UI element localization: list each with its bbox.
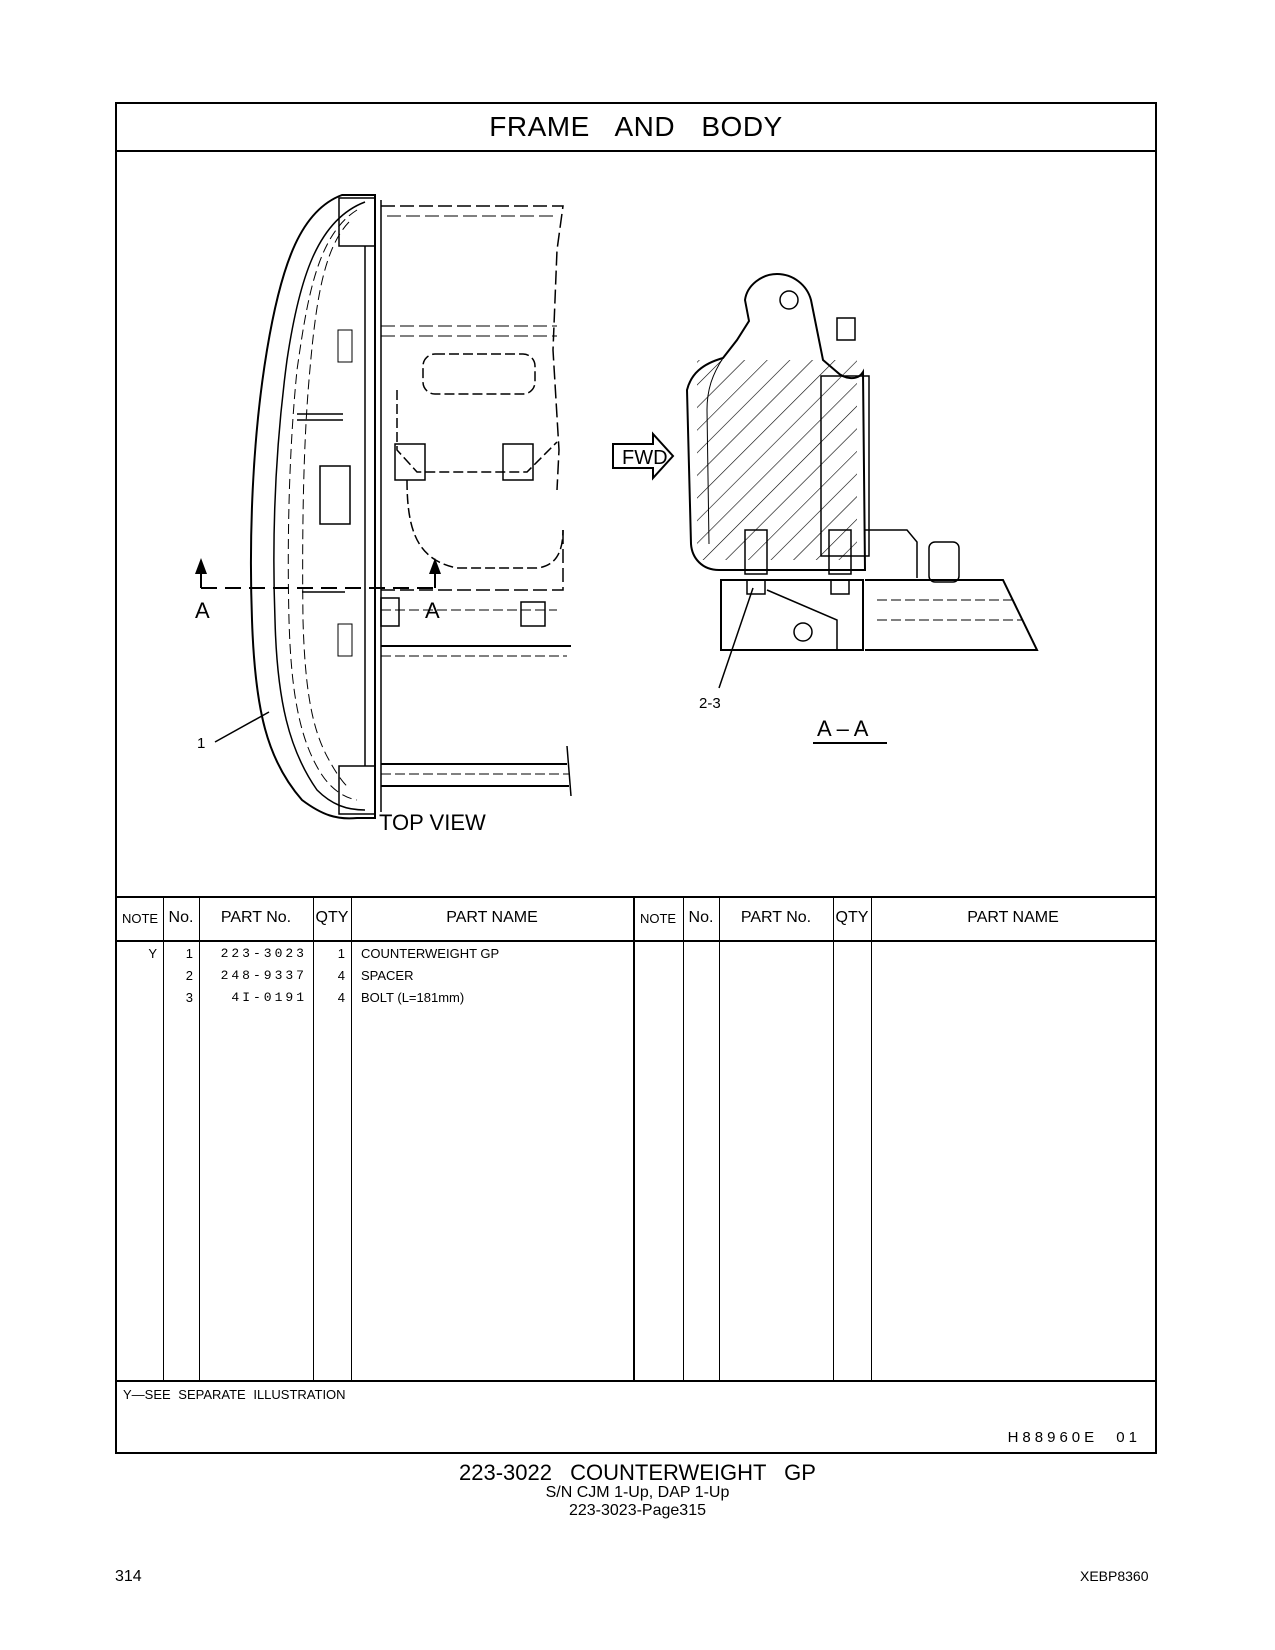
header-note-left: NOTE — [121, 910, 159, 926]
row-1-no: 1 — [185, 945, 193, 961]
row-1-part-name: COUNTERWEIGHT GP — [361, 945, 500, 961]
illustration-svg — [117, 150, 1155, 896]
reference-caption: 223-3023-Page315 — [568, 1502, 706, 1519]
row-2-note — [117, 964, 157, 986]
section-arrow-right — [429, 558, 441, 574]
callout-2-3: 2-3 — [699, 695, 721, 712]
page-number: 314 — [115, 1568, 142, 1585]
callout-1: 1 — [197, 735, 206, 752]
footnote: Y—SEE SEPARATE ILLUSTRATION — [123, 1387, 346, 1402]
header-part-name-right: PART NAME — [967, 909, 1059, 926]
top-view-label: TOP VIEW — [379, 810, 486, 835]
header-no-left: No. — [168, 909, 194, 926]
row-2-no: 2 — [185, 967, 193, 983]
row-2-part-name: SPACER — [361, 967, 414, 983]
section-marker-right: A — [425, 598, 440, 623]
row-2-qty: 4 — [337, 967, 345, 983]
row-3-part-no: 4I-0191 — [231, 989, 307, 1005]
section-marker-left: A — [195, 598, 210, 623]
header-part-no-left: PART No. — [220, 909, 292, 926]
counterweight-outline — [251, 195, 375, 818]
document-id: XEBP8360 — [1080, 1568, 1149, 1584]
section-arrow-left — [195, 558, 207, 574]
row-1-qty: 1 — [337, 945, 345, 961]
header-note-right: NOTE — [639, 910, 677, 926]
row-3-note — [117, 986, 157, 1008]
parts-page-frame — [115, 102, 1157, 1454]
row-3-no: 3 — [185, 989, 193, 1005]
serial-caption: S/N CJM 1-Up, DAP 1-Up — [545, 1484, 730, 1501]
header-qty-right: QTY — [835, 909, 869, 926]
row-3-part-name: BOLT (L=181mm) — [361, 989, 465, 1005]
parts-table-header — [117, 896, 1155, 942]
fwd-label: FWD — [622, 447, 668, 469]
illustration-code: H88960E 01 — [1007, 1429, 1141, 1446]
header-part-no-right: PART No. — [740, 909, 812, 926]
row-2-part-no: 248-9337 — [220, 967, 307, 983]
row-1-part-no: 223-3023 — [220, 945, 307, 961]
parts-table-body — [117, 940, 1155, 1382]
parts-illustration — [117, 150, 1155, 898]
page-title: FRAME AND BODY — [117, 104, 1155, 152]
section-aa-label: A – A — [817, 716, 869, 741]
row-3-qty: 4 — [337, 989, 345, 1005]
header-part-name-left: PART NAME — [446, 909, 538, 926]
row-1-note: Y — [148, 945, 157, 961]
header-qty-left: QTY — [315, 909, 349, 926]
header-no-right: No. — [688, 909, 714, 926]
group-caption: 223-3022 COUNTERWEIGHT GP — [459, 1460, 816, 1485]
